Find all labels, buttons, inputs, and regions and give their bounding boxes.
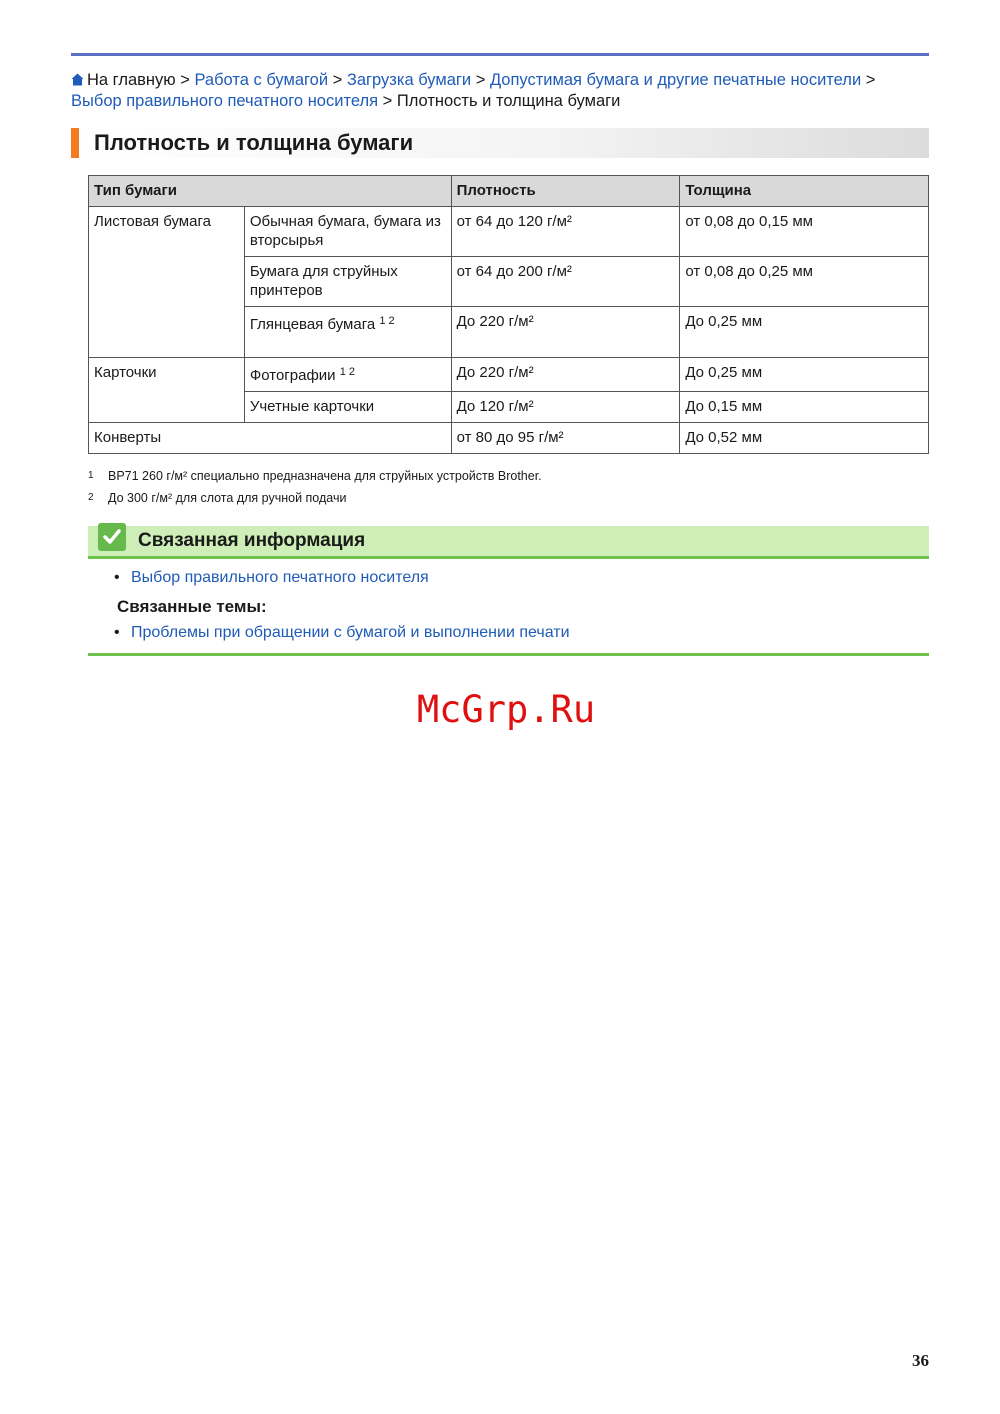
footnote-ref[interactable]: 1 2 (379, 315, 395, 327)
footnote-number: 1 (88, 470, 94, 481)
cell-subtype: Обычная бумага, бумага из вторсырья (244, 207, 451, 257)
footnote-text: BP71 260 г/м² специально предназначена для струйных устройств Brother. (108, 469, 542, 483)
breadcrumb-sep: > (332, 71, 343, 89)
related-info-rule (88, 556, 929, 559)
footnote (88, 487, 542, 509)
breadcrumb-sep: > (475, 71, 486, 89)
home-icon[interactable] (71, 73, 84, 86)
header-paper-type: Тип бумаги (89, 176, 452, 207)
page-number: 36 (912, 1351, 929, 1370)
paper-spec-table (88, 175, 929, 454)
breadcrumb-link-choose-media[interactable]: Выбор правильного печатного носителя (71, 92, 379, 110)
cell-weight: До 220 г/м² (451, 358, 680, 392)
watermark: McGrp.Ru (416, 688, 596, 731)
cell-weight: До 120 г/м² (451, 392, 680, 423)
top-rule (71, 53, 929, 56)
cell-thickness: от 0,08 до 0,25 мм (680, 257, 929, 307)
group-cards: Карточки (89, 358, 245, 423)
table-row (89, 207, 929, 257)
breadcrumb-home[interactable]: На главную (87, 71, 176, 89)
breadcrumb-link-acceptable-paper[interactable]: Допустимая бумага и другие печатные носители (489, 71, 862, 89)
table-row (89, 358, 929, 392)
breadcrumb-link-paper-handling[interactable]: Работа с бумагой (194, 71, 329, 89)
breadcrumb-sep: > (180, 71, 190, 89)
table-header-row (89, 176, 929, 207)
page-title: Плотность и толщина бумаги (94, 130, 414, 155)
cell-subtype: Бумага для струйных принтеров (244, 257, 451, 307)
bullet-icon: • (114, 624, 120, 641)
cell-weight: До 220 г/м² (451, 307, 680, 358)
cell-thickness: До 0,25 мм (680, 307, 929, 358)
breadcrumb-sep: > (382, 92, 393, 110)
title-accent (71, 128, 79, 158)
group-envelopes: Конверты (89, 423, 452, 454)
title-bar (71, 128, 929, 158)
header-thickness: Толщина (680, 176, 929, 207)
breadcrumb (71, 70, 929, 112)
table-row (89, 423, 929, 454)
related-info-title: Связанная информация (138, 530, 366, 551)
cell-thickness: До 0,25 мм (680, 358, 929, 392)
related-topic-link[interactable]: Проблемы при обращении с бумагой и выполнении печати (131, 624, 570, 641)
related-topic-item (114, 623, 570, 643)
related-link[interactable]: Выбор правильного печатного носителя (131, 569, 429, 586)
cell-subtype: Глянцевая бумага (249, 316, 376, 333)
cell-weight: от 64 до 200 г/м² (451, 257, 680, 307)
checkmark-icon (98, 523, 126, 551)
cell-subtype: Фотографии (249, 367, 336, 384)
cell-thickness: от 0,08 до 0,15 мм (680, 207, 929, 257)
related-topics-label: Связанные темы: (117, 597, 267, 616)
breadcrumb-sep: > (865, 71, 876, 89)
footnote-number: 2 (88, 492, 94, 503)
bottom-rule (88, 653, 929, 656)
cell-subtype: Учетные карточки (244, 392, 451, 423)
group-sheet: Листовая бумага (89, 207, 245, 358)
footnote-text: До 300 г/м² для слота для ручной подачи (108, 491, 347, 505)
footnote (88, 465, 542, 487)
cell-subtype-with-notes (244, 358, 451, 392)
cell-thickness: До 0,52 мм (680, 423, 929, 454)
breadcrumb-link-load-paper[interactable]: Загрузка бумаги (346, 71, 472, 89)
cell-weight: от 80 до 95 г/м² (451, 423, 680, 454)
cell-subtype-with-notes (244, 307, 451, 358)
breadcrumb-current: Плотность и толщина бумаги (396, 92, 621, 110)
cell-thickness: До 0,15 мм (680, 392, 929, 423)
footnote-ref[interactable]: 1 2 (339, 366, 356, 378)
related-link-item (114, 568, 429, 588)
cell-weight: от 64 до 120 г/м² (451, 207, 680, 257)
header-weight: Плотность (451, 176, 680, 207)
bullet-icon: • (114, 569, 120, 586)
footnotes (88, 465, 542, 509)
